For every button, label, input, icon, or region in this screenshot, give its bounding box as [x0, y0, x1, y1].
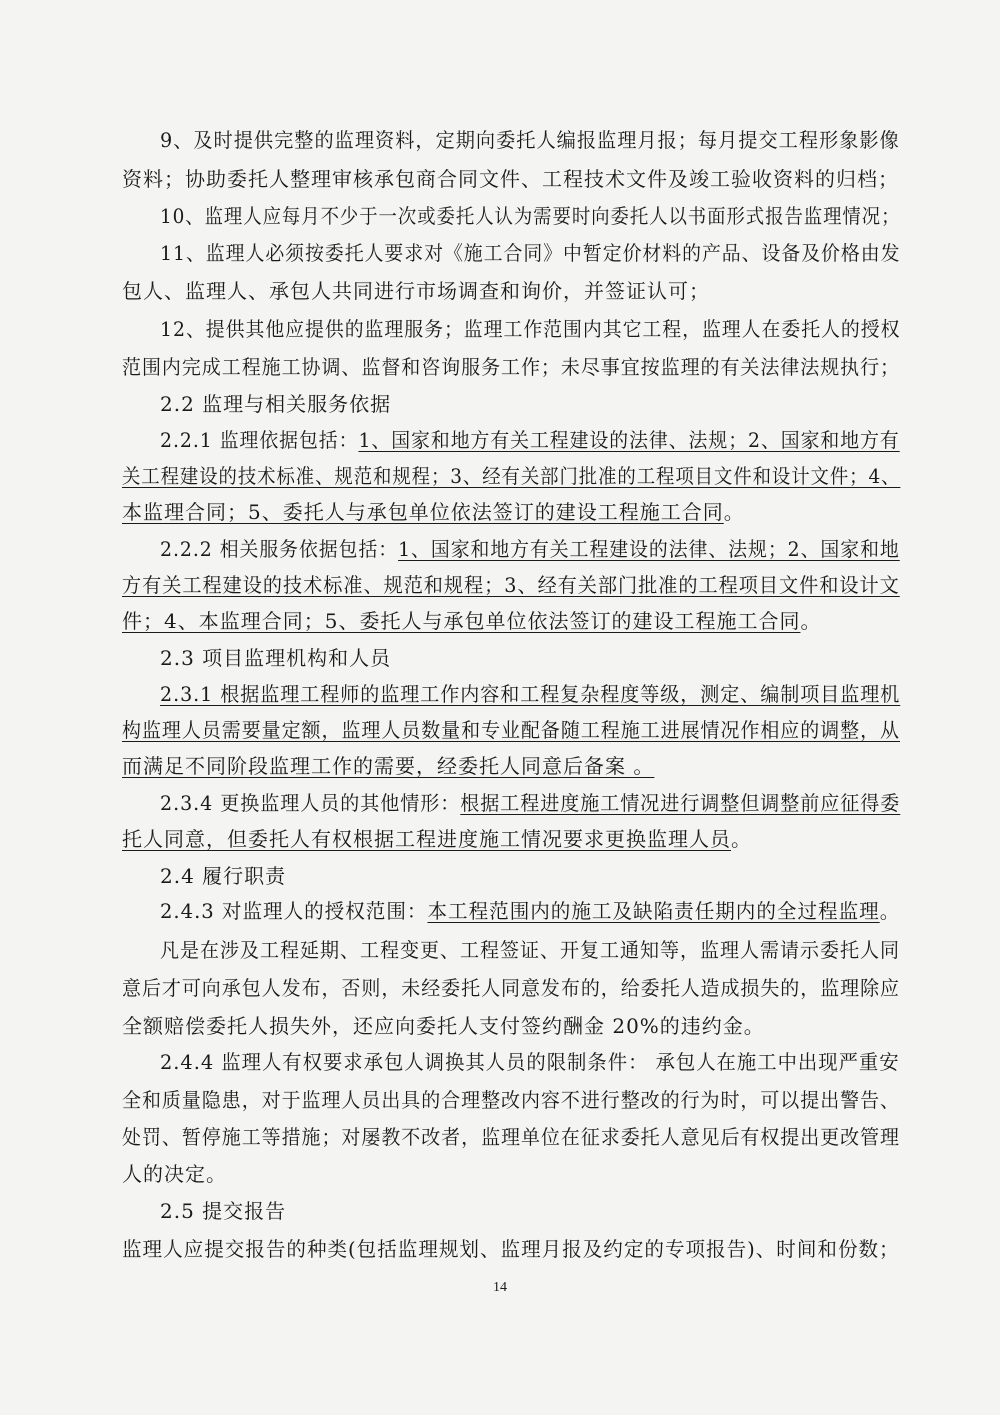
clause-2-4-3-line-1 [160, 898, 900, 924]
clause-2-4-3-fill: 本工程范围内的施工及缺陷责任期内的全过程监理 [427, 899, 880, 923]
item-9-line-2: 资料；协助委托人整理审核承包商合同文件、工程技术文件及竣工验收资料的归档； [122, 167, 899, 191]
clause-2-4-4-line-2: 全和质量隐患，对于监理人员出具的合理整改内容不进行整改的行为时，可以提出警告、 [122, 1088, 900, 1112]
authorization-paragraph-line-1: 凡是在涉及工程延期、工程变更、工程签证、开复工通知等，监理人需请示委托人同 [160, 938, 900, 962]
clause-2-3-4-label: 2.3.4 更换监理人员的其他情形： [160, 791, 461, 815]
page-number: 14 [493, 1280, 507, 1295]
clause-2-3-1-line-3: 而满足不同阶段监理工作的需要，经委托人同意后备案 。 [122, 754, 655, 778]
clause-2-3-4-line-2 [122, 826, 752, 852]
authorization-paragraph-line-2: 意后才可向承包人发布，否则，未经委托人同意发布的，给委托人造成损失的，监理除应 [122, 976, 900, 1000]
item-11-line-1: 11、监理人必须按委托人要求对《施工合同》中暂定价材料的产品、设备及价格由发 [160, 241, 901, 265]
clause-2-3-4-end: 。 [731, 827, 752, 851]
clause-2-3-4-fill-2: 托人同意，但委托人有权根据工程进度施工情况要求更换监理人员 [122, 827, 731, 851]
section-2-4-heading: 2.4 履行职责 [160, 864, 287, 888]
item-12-line-1: 12、提供其他应提供的监理服务；监理工作范围内其它工程，监理人在委托人的授权 [160, 317, 901, 341]
clause-2-3-4-fill-1: 根据工程进度施工情况进行调整但调整前应征得委 [460, 791, 901, 815]
clause-2-2-2-fill-1: 1、国家和地方有关工程建设的法律、法规；2、国家和地 [398, 537, 900, 561]
section-2-3-heading: 2.3 项目监理机构和人员 [160, 646, 392, 670]
clause-2-3-1-line-1: 2.3.1 根据监理工程师的监理工作内容和工程复杂程度等级，测定、编制项目监理机 [160, 682, 901, 706]
clause-2-2-1-fill-3: 本监理合同；5、委托人与承包单位依法签订的建设工程施工合同 [122, 500, 724, 524]
item-9-line-1: 9、及时提供完整的监理资料，定期向委托人编报监理月报；每月提交工程形象影像 [160, 128, 900, 152]
section-2-2-heading: 2.2 监理与相关服务依据 [160, 392, 392, 416]
clause-2-2-1-fill-1: 1、国家和地方有关工程建设的法律、法规；2、国家和地方有 [358, 428, 900, 452]
clause-2-3-1-line-2: 构监理人员需要量定额，监理人员数量和专业配备随工程施工进展情况作相应的调整，从 [122, 718, 900, 742]
clause-2-4-3-end: 。 [879, 899, 901, 923]
clause-2-4-3-label: 2.4.3 对监理人的授权范围： [160, 899, 428, 923]
clause-2-4-4-line-1: 2.4.4 监理人有权要求承包人调换其人员的限制条件： 承包人在施工中出现严重安 [160, 1050, 900, 1074]
authorization-paragraph-line-3: 全额赔偿委托人损失外，还应向委托人支付签约酬金 20%的违约金。 [122, 1014, 765, 1038]
item-11-line-2: 包人、监理人、承包人共同进行市场调查和询价，并签证认可； [122, 279, 710, 303]
section-2-5-paragraph: 监理人应提交报告的种类(包括监理规划、监理月报及约定的专项报告)、时间和份数； [122, 1237, 900, 1261]
clause-2-2-2-line-3 [122, 608, 821, 634]
clause-2-3-4-line-1 [160, 790, 900, 816]
clause-2-2-2-label: 2.2.2 相关服务依据包括： [160, 537, 399, 561]
clause-2-2-1-line-2: 关工程建设的技术标准、规范和规程；3、经有关部门批准的工程项目文件和设计文件；4、 [122, 464, 901, 488]
clause-2-2-2-end: 。 [800, 609, 822, 633]
clause-2-2-1-line-1 [160, 427, 900, 453]
clause-2-2-1-end: 。 [723, 500, 745, 524]
item-12-line-2: 范围内完成工程施工协调、监督和咨询服务工作；未尽事宜按监理的有关法律法规执行； [122, 355, 900, 379]
clause-2-2-1-line-3 [122, 499, 745, 525]
clause-2-4-4-line-3: 处罚、暂停施工等措施；对屡教不改者，监理单位在征求委托人意见后有权提出更改管理 [122, 1125, 900, 1149]
clause-2-2-2-line-2: 方有关工程建设的技术标准、规范和规程；3、经有关部门批准的工程项目文件和设计文 [122, 573, 900, 597]
clause-2-2-1-label: 2.2.1 监理依据包括： [160, 428, 359, 452]
section-2-5-heading: 2.5 提交报告 [160, 1199, 287, 1223]
clause-2-4-4-line-4: 人的决定。 [122, 1162, 227, 1186]
clause-2-2-2-fill-3: 件；4、本监理合同；5、委托人与承包单位依法签订的建设工程施工合同 [122, 609, 801, 633]
clause-2-2-2-line-1 [160, 536, 900, 562]
item-10-line-1: 10、监理人应每月不少于一次或委托人认为需要时向委托人以书面形式报告监理情况； [160, 204, 901, 228]
